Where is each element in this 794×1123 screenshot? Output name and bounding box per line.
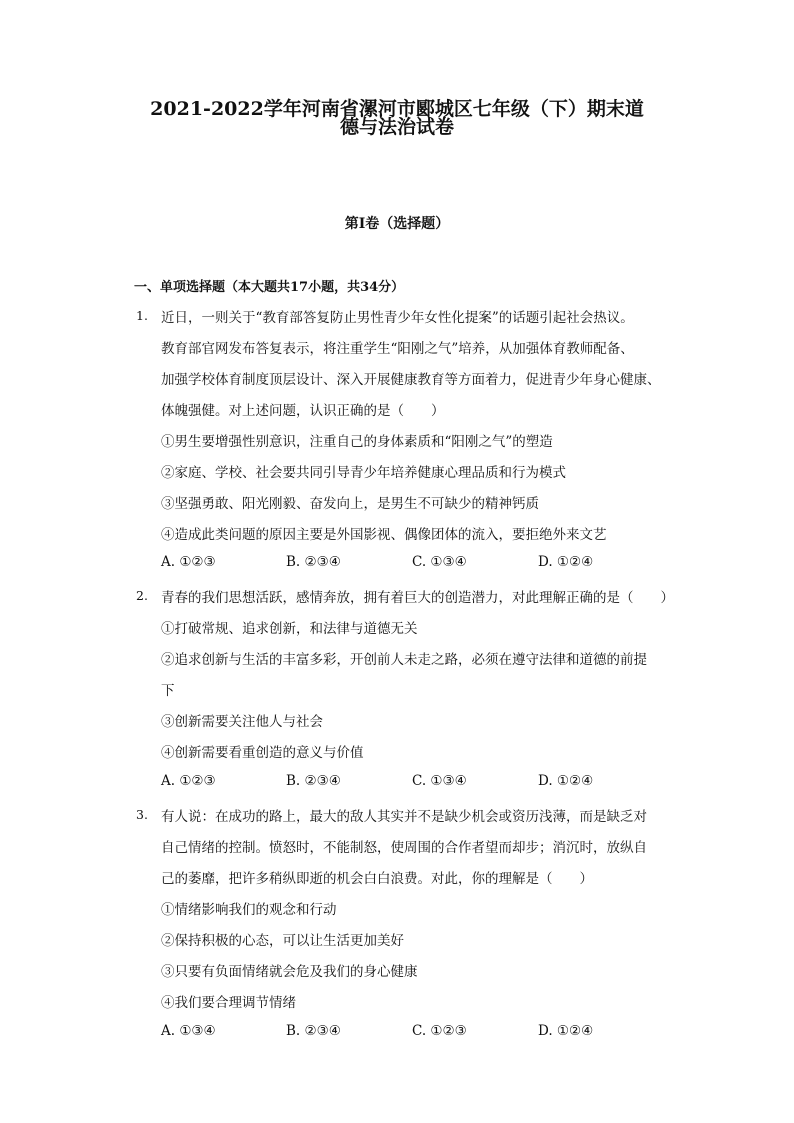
statement-item: ④我们要合理调节情绪 xyxy=(161,995,296,1011)
question-number: 1. xyxy=(136,308,148,323)
section-heading: 一、单项选择题（本大题共17小题，共34分） xyxy=(134,280,405,295)
statement-item: ③创新需要关注他人与社会 xyxy=(161,714,323,730)
statement-item: ④创新需要看重创造的意义与价值 xyxy=(161,745,364,761)
question-line: 自己情绪的控制。愤怒时，不能制怒，使周围的合作者望而却步；消沉时，放纵自 xyxy=(161,840,647,856)
statement-item: ①打破常规、追求创新，和法律与道德无关 xyxy=(161,621,418,637)
question-line: 加强学校体育制度顶层设计、深入开展健康教育等方面着力，促进青少年身心健康、 xyxy=(161,372,661,388)
option-c[interactable]: C. ①③④ xyxy=(412,773,467,789)
option-d[interactable]: D. ①②④ xyxy=(538,1023,594,1039)
option-b[interactable]: B. ②③④ xyxy=(286,554,341,570)
statement-item: ②家庭、学校、社会要共同引导青少年培养健康心理品质和行为模式 xyxy=(161,465,566,481)
statement-item: ④造成此类问题的原因主要是外国影视、偶像团体的流入，要拒绝外来文艺 xyxy=(161,527,607,543)
question-line: 己的萎靡，把许多稍纵即逝的机会白白浪费。对此，你的理解是（ ） xyxy=(161,871,593,887)
option-a[interactable]: A. ①②③ xyxy=(161,773,216,789)
statement-item: ①情绪影响我们的观念和行动 xyxy=(161,902,337,918)
part-heading: 第I卷（选择题） xyxy=(344,216,450,232)
statement-item: ③只要有负面情绪就会危及我们的身心健康 xyxy=(161,964,418,980)
question-number: 2. xyxy=(136,588,148,603)
question-line: 教育部官网发布答复表示，将注重学生“阳刚之气”培养，从加强体育教师配备、 xyxy=(161,341,634,357)
exam-title-line-1: 2021-2022学年河南省漯河市郾城区七年级（下）期末道 xyxy=(150,98,644,120)
question-line: 有人说：在成功的路上，最大的敌人其实并不是缺少机会或资历浅薄，而是缺乏对 xyxy=(161,809,647,825)
statement-item: ③坚强勇敢、阳光刚毅、奋发向上，是男生不可缺少的精神钙质 xyxy=(161,496,539,512)
exam-title-line-2: 德与法治试卷 xyxy=(339,116,454,138)
question-line: 体魄强健。对上述问题，认识正确的是（ ） xyxy=(161,403,445,419)
statement-item: ②保持积极的心态，可以让生活更加美好 xyxy=(161,933,404,949)
statement-item: ②追求创新与生活的丰富多彩，开创前人未走之路，必须在遵守法律和道德的前提 xyxy=(161,652,647,668)
question-line: 青春的我们思想活跃，感情奔放，拥有着巨大的创造潜力，对此理解正确的是（ ） xyxy=(161,590,674,606)
question-line: 近日，一则关于“教育部答复防止男性青少年女性化提案”的话题引起社会热议。 xyxy=(161,310,634,326)
statement-item-continued: 下 xyxy=(161,683,175,699)
statement-item: ①男生要增强性别意识，注重自己的身体素质和“阳刚之气”的塑造 xyxy=(161,434,553,450)
option-d[interactable]: D. ①②④ xyxy=(538,773,594,789)
option-d[interactable]: D. ①②④ xyxy=(538,554,594,570)
option-a[interactable]: A. ①②③ xyxy=(161,554,216,570)
option-b[interactable]: B. ②③④ xyxy=(286,1023,341,1039)
option-c[interactable]: C. ①③④ xyxy=(412,554,467,570)
option-b[interactable]: B. ②③④ xyxy=(286,773,341,789)
option-c[interactable]: C. ①②③ xyxy=(412,1023,467,1039)
question-number: 3. xyxy=(136,807,148,822)
option-a[interactable]: A. ①③④ xyxy=(161,1023,216,1039)
